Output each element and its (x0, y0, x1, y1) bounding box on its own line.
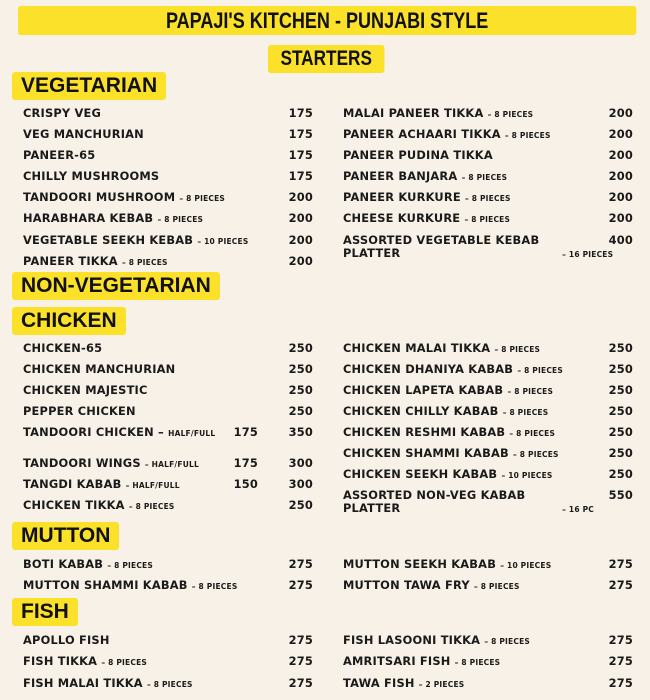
item-price: 275 (288, 633, 313, 647)
item-note: – 10 PIECES (501, 471, 553, 480)
menu-item (343, 363, 633, 377)
item-price: 250 (288, 404, 313, 418)
item-price: 250 (608, 383, 633, 397)
item-name: APOLLO FISH (23, 633, 110, 647)
category-header: NON-VEGETARIAN (12, 272, 220, 300)
item-note: – 8 PIECES (509, 429, 556, 438)
item-price: 300 (288, 456, 313, 470)
menu-item (23, 499, 313, 513)
item-price: 400 (608, 233, 633, 247)
item-name: PANEER PUDINA TIKKA (343, 148, 493, 162)
menu-item (23, 128, 313, 141)
item-name: AMRITSARI FISH (343, 654, 451, 668)
item-price-half: 175 (233, 425, 258, 439)
item-name: CHICKEN LAPETA KABAB (343, 383, 504, 397)
menu-item (343, 468, 633, 482)
item-note: – HALF/FULL (144, 460, 199, 469)
item-note: – 8 PIECES (147, 680, 193, 689)
item-note: – 8 PIECES (502, 408, 549, 417)
item-note: – 8 PIECES (494, 345, 541, 354)
item-name: CHICKEN SHAMMI KABAB (343, 446, 509, 460)
menu-item (23, 212, 313, 226)
item-price: 200 (608, 148, 633, 162)
menu-item (23, 384, 313, 397)
item-price: 250 (288, 341, 313, 355)
item-name: MUTTON SEEKH KABAB (343, 557, 497, 571)
menu-item (343, 426, 633, 440)
menu-item (343, 191, 633, 205)
item-name: CHEESE KURKURE (343, 211, 461, 225)
category-header: CHICKEN (12, 307, 126, 335)
item-note: – 8 PIECES (454, 658, 501, 667)
item-note: – 8 PIECES (157, 215, 204, 224)
item-name: CHICKEN SEEKH KABAB (343, 467, 498, 481)
item-name: PANEER ACHAARI TIKKA (343, 127, 501, 141)
item-name: TANGDI KABAB (23, 477, 122, 491)
menu-item (23, 255, 313, 269)
item-price: 175 (288, 127, 313, 141)
item-name: CHICKEN DHANIYA KABAB (343, 362, 514, 376)
item-name: PANEER TIKKA (23, 254, 118, 268)
item-name: ASSORTED NON-VEG KABAB PLATTER (343, 488, 526, 515)
menu-item (23, 655, 313, 669)
item-name: TANDOORI WINGS (23, 456, 141, 470)
item-price: 200 (288, 190, 313, 204)
item-note: – 8 PIECES (513, 450, 559, 459)
item-price: 275 (608, 633, 633, 647)
item-name: VEGETABLE SEEKH KEBAB (23, 233, 194, 247)
item-note: – HALF/FULL (125, 481, 180, 490)
item-price-half: 150 (233, 477, 258, 491)
item-name: CHICKEN TIKKA (23, 498, 125, 512)
item-name: MALAI PANEER TIKKA (343, 106, 484, 120)
menu-item (23, 478, 313, 492)
item-price: 275 (608, 578, 633, 592)
section-starters: STARTERS (268, 45, 384, 73)
menu-item (23, 579, 313, 593)
item-price: 550 (608, 488, 633, 502)
item-name: TANDOORI CHICKEN – (23, 425, 164, 439)
item-name: CHICKEN MAJESTIC (23, 383, 148, 397)
menu-item (23, 170, 313, 183)
item-name: BOTI KABAB (23, 557, 104, 571)
item-name: VEG MANCHURIAN (23, 127, 144, 141)
menu-item (23, 107, 313, 120)
menu-item (343, 234, 633, 261)
menu-item (23, 634, 313, 647)
item-price: 350 (288, 425, 313, 439)
item-price: 275 (608, 654, 633, 668)
item-note: – 16 PC (562, 505, 594, 514)
item-price: 175 (288, 106, 313, 120)
item-price: 200 (608, 169, 633, 183)
item-price: 300 (288, 477, 313, 491)
menu-item (343, 405, 633, 419)
item-name: CHICKEN RESHMI KABAB (343, 425, 506, 439)
item-name: PANEER-65 (23, 148, 96, 162)
menu-item (343, 579, 633, 593)
item-name: CHILLY MUSHROOMS (23, 169, 160, 183)
category-header: MUTTON (12, 522, 119, 550)
item-price: 250 (288, 383, 313, 397)
item-price: 250 (288, 362, 313, 376)
item-price: 175 (288, 148, 313, 162)
item-note: – 8 PIECES (517, 366, 563, 375)
item-price: 275 (288, 676, 313, 690)
item-name: HARABHARA KEBAB (23, 211, 154, 225)
item-name: PEPPER CHICKEN (23, 404, 136, 418)
menu-item (343, 107, 633, 121)
item-price: 275 (288, 654, 313, 668)
menu-item (343, 212, 633, 226)
menu-item (343, 489, 633, 516)
menu-item (23, 558, 313, 572)
menu-item (343, 655, 633, 669)
menu-item (343, 677, 633, 691)
item-name: CHICKEN MANCHURIAN (23, 362, 176, 376)
item-price: 250 (608, 362, 633, 376)
item-note: – 8 PIECES (487, 110, 534, 119)
item-price: 250 (608, 341, 633, 355)
item-name: FISH LASOONI TIKKA (343, 633, 481, 647)
item-note: HALF/FULL (168, 429, 216, 438)
item-price: 275 (608, 557, 633, 571)
item-price: 175 (288, 169, 313, 183)
item-name: MUTTON SHAMMI KABAB (23, 578, 188, 592)
menu-item (23, 342, 313, 355)
item-name: CHICKEN MALAI TIKKA (343, 341, 491, 355)
item-price: 200 (288, 211, 313, 225)
item-note: – 8 PIECES (464, 215, 511, 224)
menu-item (23, 426, 313, 440)
item-note: – 10 PIECES (500, 561, 552, 570)
category-header: FISH (12, 598, 78, 626)
item-note: – 8 PIECES (107, 561, 153, 570)
item-price: 275 (288, 557, 313, 571)
item-price: 200 (608, 190, 633, 204)
item-name: PANEER BANJARA (343, 169, 458, 183)
item-price: 200 (608, 127, 633, 141)
menu-item (23, 149, 313, 162)
menu-item (23, 677, 313, 691)
item-name: FISH TIKKA (23, 654, 98, 668)
item-price: 200 (608, 106, 633, 120)
item-note: – 10 PIECES (197, 237, 249, 246)
menu-item (23, 191, 313, 205)
item-price: 200 (288, 254, 313, 268)
item-note: – 8 PIECES (461, 173, 508, 182)
item-note: – 8 PIECES (473, 582, 520, 591)
item-price: 200 (288, 233, 313, 247)
item-note: – 8 PIECES (484, 637, 530, 646)
item-note: – 8 PIECES (179, 194, 226, 203)
menu-item (23, 234, 313, 248)
item-note: – 16 PIECES (562, 250, 614, 259)
item-name: MUTTON TAWA FRY (343, 578, 470, 592)
menu-item (343, 384, 633, 398)
item-note: – 8 PIECES (465, 194, 511, 203)
item-name: ASSORTED VEGETABLE KEBAB PLATTER (343, 233, 540, 260)
item-name: PANEER KURKURE (343, 190, 461, 204)
item-price: 250 (608, 425, 633, 439)
menu-title: PAPAJI'S KITCHEN - PUNJABI STYLE (18, 6, 636, 35)
menu-item (343, 128, 633, 142)
item-note: – 8 PIECES (128, 502, 175, 511)
menu-item (23, 405, 313, 418)
item-note: – 8 PIECES (507, 387, 554, 396)
item-name: CHICKEN CHILLY KABAB (343, 404, 499, 418)
menu-item (343, 170, 633, 184)
item-note: – 8 PIECES (191, 582, 238, 591)
menu-item (343, 558, 633, 572)
menu-item (343, 447, 633, 461)
menu-item (23, 363, 313, 376)
item-price: 250 (608, 404, 633, 418)
item-note: – 8 PIECES (122, 258, 168, 267)
menu-item (343, 342, 633, 356)
menu-item (343, 634, 633, 648)
item-name: CRISPY VEG (23, 106, 102, 120)
item-name: CHICKEN-65 (23, 341, 103, 355)
category-header: VEGETARIAN (12, 72, 166, 100)
item-note: – 8 PIECES (101, 658, 148, 667)
item-price: 250 (288, 498, 313, 512)
item-name: FISH MALAI TIKKA (23, 676, 143, 690)
item-price: 250 (608, 467, 633, 481)
item-note: – 2 PIECES (418, 680, 465, 689)
item-price: 275 (288, 578, 313, 592)
item-price: 200 (608, 211, 633, 225)
item-price: 250 (608, 446, 633, 460)
item-name: TANDOORI MUSHROOM (23, 190, 176, 204)
item-price: 275 (608, 676, 633, 690)
item-name: TAWA FISH (343, 676, 415, 690)
item-price-half: 175 (233, 456, 258, 470)
item-note: – 8 PIECES (504, 131, 551, 140)
menu-item (23, 457, 313, 471)
menu-item (343, 149, 633, 162)
